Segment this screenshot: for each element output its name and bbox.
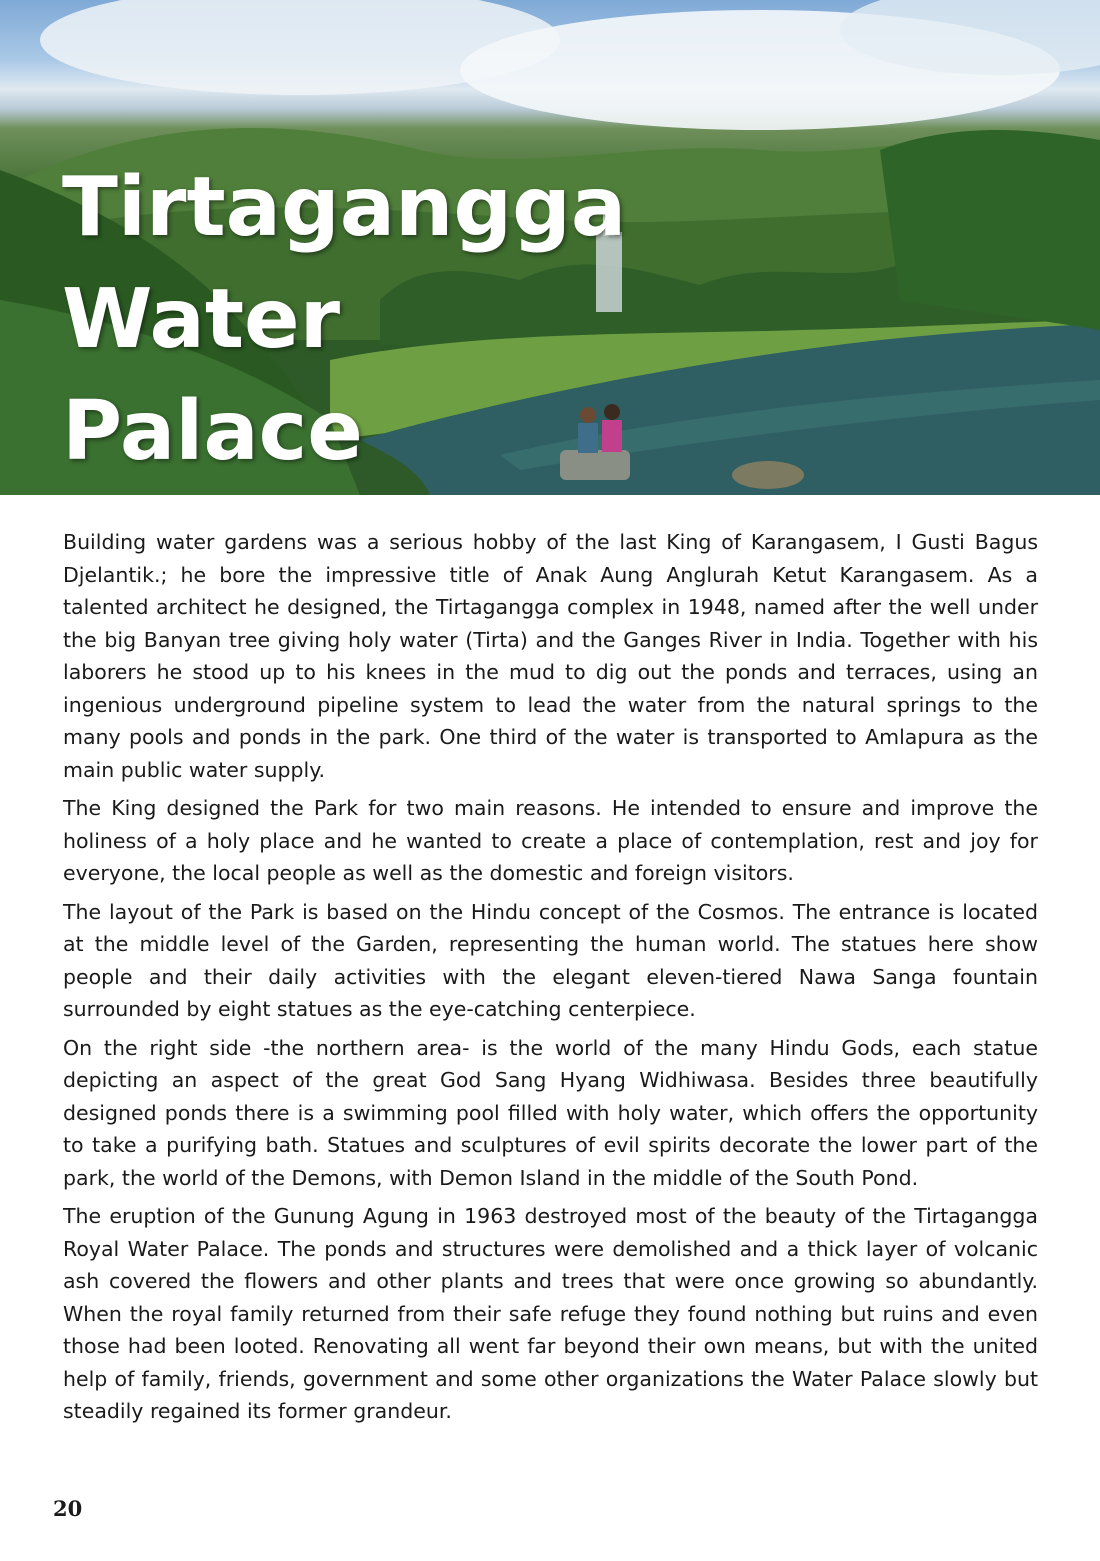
page-number: 20 xyxy=(53,1496,83,1521)
paragraph-purpose: The King designed the Park for two main reasons. He intended to ensure and improve the holiness of a holy place and he wanted to create a place of contemplation, rest and joy for everyone, the local people as well as the domestic and foreign visitors. xyxy=(63,796,1038,885)
page-title xyxy=(62,152,626,488)
title-line-3: Palace xyxy=(62,384,363,479)
title-line-2: Water xyxy=(62,272,341,367)
paragraph-history: Building water gardens was a serious hobby of the last King of Karangasem, I Gusti Bagus Djelantik.; he bore the impressive title of Anak Aung Anglurah Ketut Karangasem. As a talented architect he designed, the Tirtagangga complex in 1948, named after the well under the big Banyan tree giving holy water (Tirta) and the Ganges River in India. Together with his laborers he stood up to his knees in the mud to dig out the ponds and terraces, using an ingenious underground pipeline system to lead the water from the natural springs to the many pools and ponds in the park. One third of the water is transported to Amlapura as the main public water supply. xyxy=(63,530,1038,782)
title-line-1: Tirtagangga xyxy=(62,160,627,255)
paragraph-layout: The layout of the Park is based on the Hindu concept of the Cosmos. The entrance is located at the middle level of the Garden, representing the human world. The statues here show people and their daily activities with the elegant eleven-tiered Nawa Sanga fountain surrounded by eight statues as the eye-catching centerpiece. xyxy=(63,899,1038,1021)
paragraph-northern-area: On the right side -the northern area- is the world of the many Hindu Gods, each statue depicting an aspect of the great God Sang Hyang Widhiwasa. Besides three beautifully designed ponds there is a swimming pool filled with holy water, which offers the opportunity to take a purifying bath. Statues and sculptures of evil spirits decorate the lower part of the park, the world of the Demons, with Demon Island in the middle of the South Pond. xyxy=(63,1035,1038,1190)
paragraph-eruption: The eruption of the Gunung Agung in 1963 destroyed most of the beauty of the Tirtagangga Royal Water Palace. The ponds and structures were demolished and a thick layer of volcanic ash covered the flowers and other plants and trees that were once growing so abundantly. When the royal family returned from their safe refuge they found nothing but ruins and even those had been looted. Renovating all went far beyond their own means, but with the united help of family, friends, government and some other organizations the Water Palace slowly but steadily regained its former grandeur. xyxy=(63,1204,1038,1423)
article-body xyxy=(63,526,1038,1434)
hero-photo xyxy=(0,0,1100,495)
